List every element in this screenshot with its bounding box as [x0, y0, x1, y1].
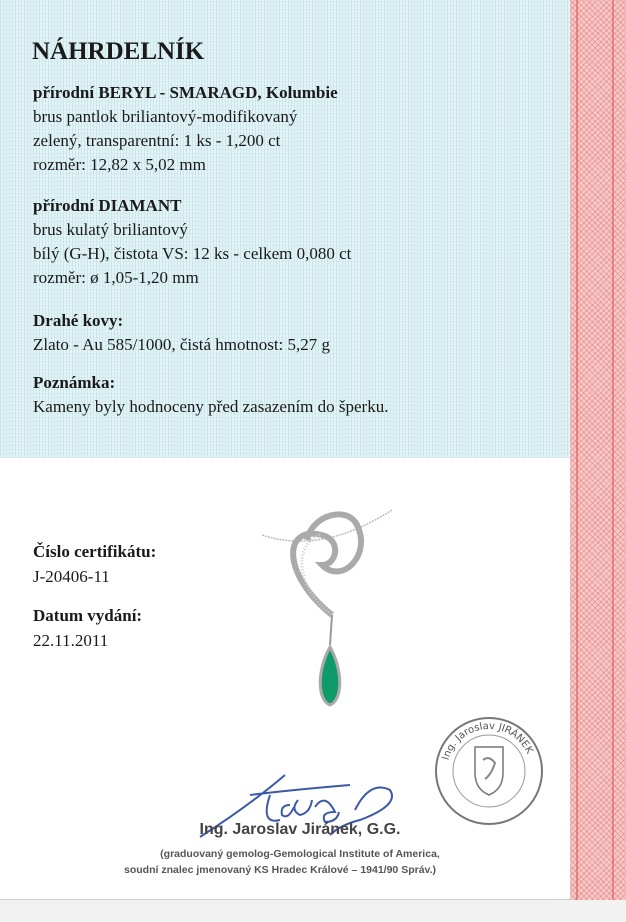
certificate-number-label: Číslo certifikátu: [33, 542, 157, 561]
issue-date-label: Datum vydání: [33, 606, 143, 625]
security-border-strip [570, 0, 626, 900]
svg-text:Ing. Jaroslav JIRÁNEK [441, 721, 535, 762]
pendant-photo [262, 495, 398, 745]
stone1-line: zelený, transparentní: 1 ks - 1,200 ct [33, 131, 281, 150]
stone1-line: brus pantlok briliantový-modifikovaný [33, 107, 298, 126]
issue-date: 22.11.2011 [33, 631, 109, 650]
official-stamp [433, 715, 545, 827]
stone1-heading: přírodní BERYL - SMARAGD, Kolumbie [33, 83, 338, 102]
note-heading: Poznámka: [33, 373, 116, 392]
stone1-line: rozměr: 12,82 x 5,02 mm [33, 155, 206, 174]
signatory-name: Ing. Jaroslav Jiránek, G.G. [199, 821, 401, 838]
note-value: Kameny byly hodnoceny před zasazením do šperku. [33, 397, 389, 416]
signatory-credentials-2: soudní znalec jmenovaný KS Hradec Králové – 1941/90 Správ.) [123, 864, 437, 876]
metals-value: Zlato - Au 585/1000, čistá hmotnost: 5,27 g [33, 335, 331, 354]
metals-heading: Drahé kovy: [33, 311, 124, 330]
page-title: NÁHRDELNÍK [32, 38, 205, 65]
stone2-line: bílý (G-H), čistota VS: 12 ks - celkem 0,080 ct [33, 244, 352, 263]
signatory-credentials-1: (graduovaný gemolog-Gemological Institute of America, [160, 848, 440, 860]
stone2-heading: přírodní DIAMANT [33, 196, 182, 215]
stone2-line: rozměr: ø 1,05-1,20 mm [33, 268, 199, 287]
stamp-text: Ing. Jaroslav JIRÁNEK [440, 720, 535, 762]
certificate-number: J-20406-11 [33, 567, 110, 586]
stone2-line: brus kulatý briliantový [33, 220, 188, 239]
